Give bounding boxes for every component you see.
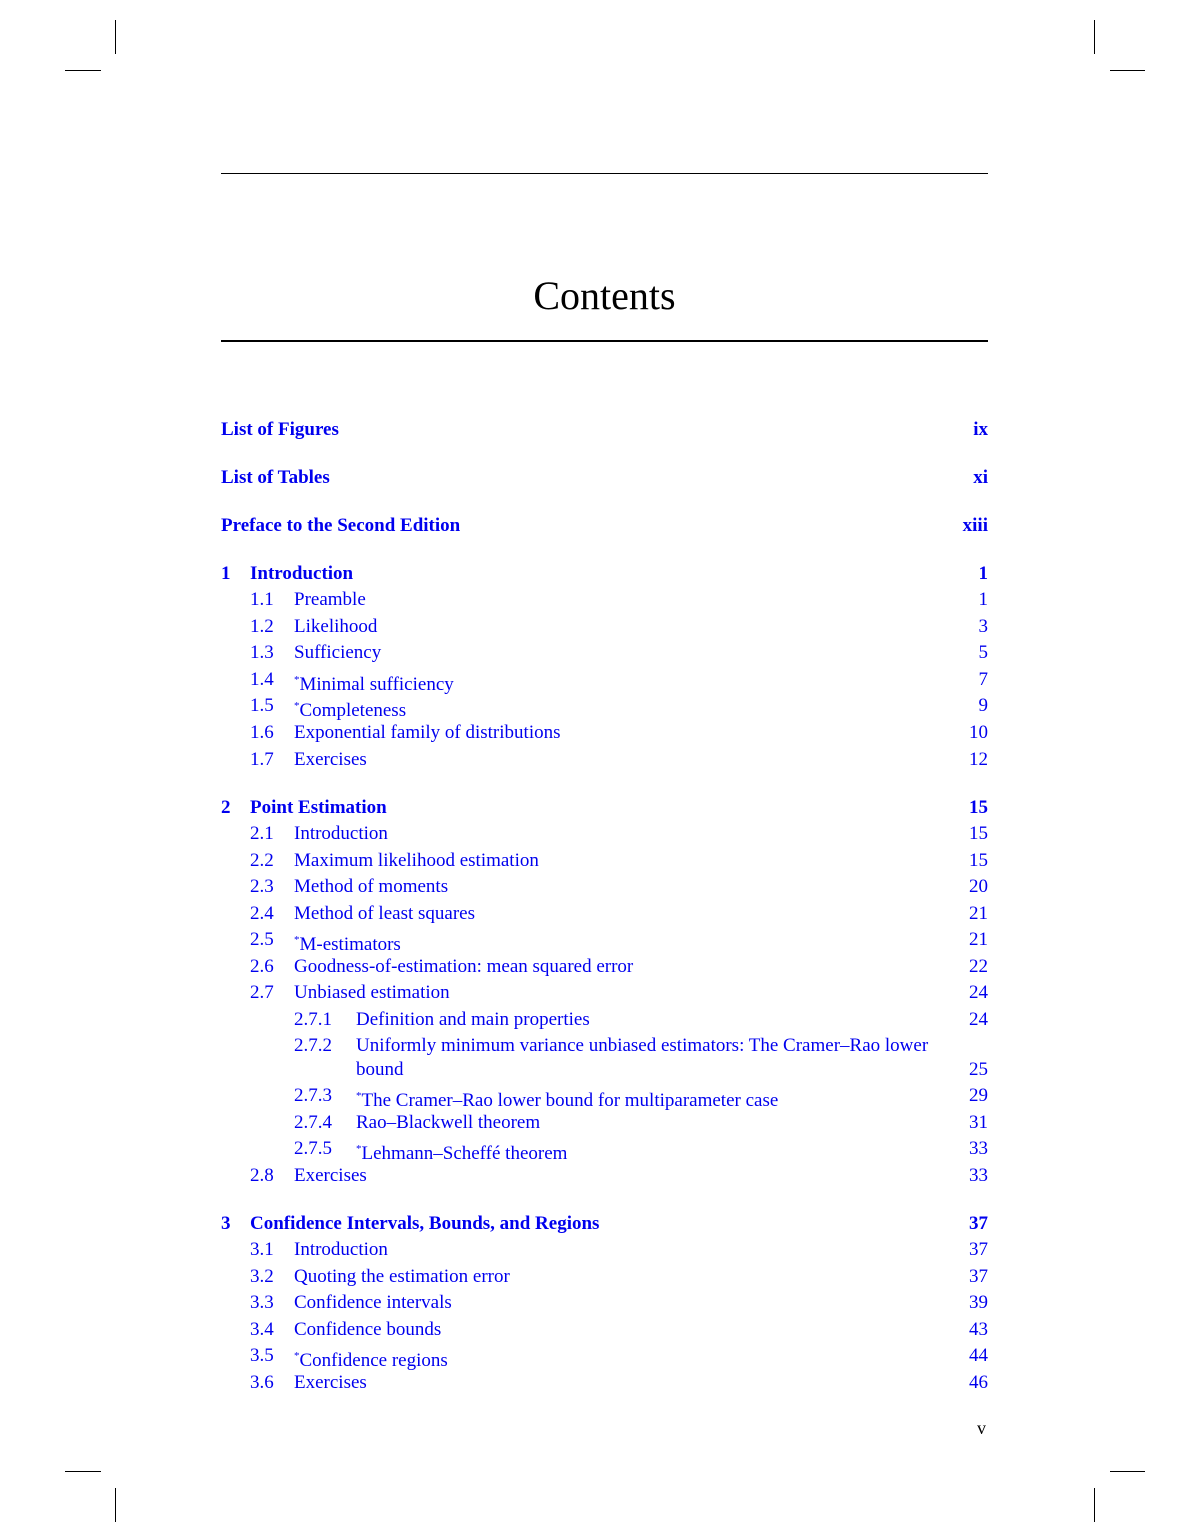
toc-subsection[interactable] [221, 1083, 988, 1109]
toc-entry-list-of-tables[interactable] [221, 465, 988, 491]
chapter-title: Confidence Intervals, Bounds, and Regions [250, 1213, 600, 1234]
crop-mark [1110, 1471, 1145, 1472]
section-number: 1.7 [250, 749, 274, 770]
toc-section[interactable] [221, 747, 988, 773]
toc-section[interactable] [221, 954, 988, 980]
section-number: 2.6 [250, 956, 274, 977]
toc-section[interactable] [221, 821, 988, 847]
section-number: 3.6 [250, 1372, 274, 1393]
crop-mark [1094, 20, 1095, 54]
toc-entry-page: xi [973, 467, 988, 488]
chapter-page: 1 [978, 563, 988, 584]
chapter-number: 3 [221, 1213, 231, 1234]
toc-section[interactable] [221, 874, 988, 900]
section-number: 2.3 [250, 876, 274, 897]
toc-section[interactable] [221, 614, 988, 640]
section-title: Exercises [294, 1372, 367, 1393]
section-title: Sufficiency [294, 642, 382, 663]
section-page: 10 [969, 722, 988, 743]
page-number: v [977, 1418, 986, 1438]
crop-mark [115, 1488, 116, 1522]
toc-chapter-1[interactable] [221, 561, 988, 587]
chapter-page: 37 [969, 1213, 988, 1234]
section-page: 39 [969, 1292, 988, 1313]
section-title: Preamble [294, 589, 366, 610]
optional-star: * [356, 1090, 362, 1102]
chapter-title: Introduction [250, 563, 354, 584]
toc-section[interactable] [221, 720, 988, 746]
section-page: 15 [969, 850, 988, 871]
subsection-number: 2.7.4 [294, 1112, 332, 1133]
optional-star: * [294, 700, 300, 712]
section-title: Minimal sufficiency [299, 674, 454, 695]
chapter-title: Point Estimation [250, 797, 387, 818]
section-page: 1 [978, 589, 988, 610]
optional-star: * [294, 934, 300, 946]
section-page: 3 [978, 616, 988, 637]
subsection-page: 31 [969, 1112, 988, 1133]
toc-entry-list-of-figures[interactable] [221, 417, 988, 443]
page-title: Contents [533, 273, 676, 318]
crop-mark [65, 1471, 101, 1472]
toc-section[interactable] [221, 1317, 988, 1343]
subsection-title-continued: bound [356, 1059, 404, 1080]
section-number: 1.3 [250, 642, 274, 663]
section-page: 37 [969, 1239, 988, 1260]
section-title: Exercises [294, 1165, 367, 1186]
section-page: 43 [969, 1319, 988, 1340]
section-title: Introduction [294, 823, 388, 844]
section-title: Likelihood [294, 616, 378, 637]
section-number: 2.4 [250, 903, 274, 924]
toc-section[interactable] [221, 667, 988, 693]
section-page: 46 [969, 1372, 988, 1393]
subsection-number: 2.7.2 [294, 1035, 332, 1056]
optional-star: * [294, 674, 300, 686]
toc-section[interactable] [221, 980, 988, 1006]
section-title: Goodness-of-estimation: mean squared error [294, 956, 634, 977]
section-title: Method of moments [294, 876, 449, 897]
section-number: 2.2 [250, 850, 274, 871]
toc-entry-title: List of Figures [221, 419, 339, 440]
subsection-title: Lehmann–Scheffé theorem [361, 1143, 568, 1164]
section-page: 44 [969, 1345, 988, 1366]
toc-section[interactable] [221, 927, 988, 953]
toc-section[interactable] [221, 848, 988, 874]
section-page: 9 [978, 695, 988, 716]
section-page: 37 [969, 1266, 988, 1287]
toc-subsection[interactable] [221, 1110, 988, 1136]
optional-star: * [356, 1143, 362, 1155]
section-title: Confidence regions [299, 1350, 448, 1371]
section-number: 1.4 [250, 669, 274, 690]
chapter-number: 1 [221, 563, 231, 584]
section-number: 1.5 [250, 695, 274, 716]
crop-mark [1110, 70, 1145, 71]
section-title: Introduction [294, 1239, 388, 1260]
toc-subsection[interactable] [221, 1033, 988, 1059]
toc-section[interactable] [221, 1290, 988, 1316]
section-title: Confidence bounds [294, 1319, 442, 1340]
subsection-page: 29 [969, 1085, 988, 1106]
section-number: 1.2 [250, 616, 274, 637]
subsection-page: 33 [969, 1138, 988, 1159]
subsection-title: Definition and main properties [356, 1009, 590, 1030]
section-page: 21 [969, 903, 988, 924]
section-number: 2.5 [250, 929, 274, 950]
section-title: M-estimators [299, 934, 401, 955]
toc-section[interactable] [221, 901, 988, 927]
table-of-contents [221, 0, 988, 1540]
section-number: 1.1 [250, 589, 274, 610]
section-page: 20 [969, 876, 988, 897]
subsection-page: 24 [969, 1009, 988, 1030]
section-number: 3.5 [250, 1345, 274, 1366]
section-number: 1.6 [250, 722, 274, 743]
section-title: Maximum likelihood estimation [294, 850, 539, 871]
section-number: 3.4 [250, 1319, 274, 1340]
toc-entry-page: xiii [962, 515, 988, 536]
toc-chapter-3[interactable] [221, 1211, 988, 1237]
subsection-title: The Cramer–Rao lower bound for multiparameter case [361, 1090, 779, 1111]
subsection-number: 2.7.1 [294, 1009, 332, 1030]
crop-mark [1094, 1488, 1095, 1522]
crop-mark [65, 70, 101, 71]
section-page: 22 [969, 956, 988, 977]
section-page: 5 [978, 642, 988, 663]
subsection-title: Uniformly minimum variance unbiased estimators: The Cramer–Rao lower [356, 1035, 929, 1056]
chapter-number: 2 [221, 797, 231, 818]
section-title: Method of least squares [294, 903, 475, 924]
section-page: 7 [978, 669, 988, 690]
toc-entry-title: List of Tables [221, 467, 330, 488]
section-title: Exercises [294, 749, 367, 770]
section-page: 21 [969, 929, 988, 950]
section-number: 3.3 [250, 1292, 274, 1313]
section-number: 2.1 [250, 823, 274, 844]
subsection-number: 2.7.5 [294, 1138, 332, 1159]
chapter-page: 15 [969, 797, 988, 818]
section-number: 3.1 [250, 1239, 274, 1260]
toc-subsection[interactable] [221, 1136, 988, 1162]
section-number: 3.2 [250, 1266, 274, 1287]
section-number: 2.8 [250, 1165, 274, 1186]
section-page: 24 [969, 982, 988, 1003]
toc-section[interactable] [221, 1163, 988, 1189]
optional-star: * [294, 1350, 300, 1362]
toc-section[interactable] [221, 1343, 988, 1369]
toc-section[interactable] [221, 1237, 988, 1263]
section-number: 2.7 [250, 982, 274, 1003]
section-title: Exponential family of distributions [294, 722, 561, 743]
toc-entry-preface[interactable] [221, 513, 988, 539]
crop-mark [115, 20, 116, 54]
toc-section[interactable] [221, 693, 988, 719]
toc-section[interactable] [221, 640, 988, 666]
section-title: Confidence intervals [294, 1292, 452, 1313]
section-page: 15 [969, 823, 988, 844]
toc-entry-page: ix [973, 419, 988, 440]
section-title: Unbiased estimation [294, 982, 450, 1003]
section-page: 12 [969, 749, 988, 770]
section-title: Completeness [299, 700, 407, 721]
subsection-title: Rao–Blackwell theorem [356, 1112, 541, 1133]
section-page: 33 [969, 1165, 988, 1186]
toc-section[interactable] [221, 1370, 988, 1396]
toc-subsection[interactable] [221, 1007, 988, 1033]
toc-section[interactable] [221, 587, 988, 613]
toc-subsection-continuation[interactable] [221, 1057, 988, 1083]
toc-chapter-2[interactable] [221, 795, 988, 821]
section-title: Quoting the estimation error [294, 1266, 510, 1287]
toc-section[interactable] [221, 1264, 988, 1290]
toc-entry-title: Preface to the Second Edition [221, 515, 461, 536]
subsection-number: 2.7.3 [294, 1085, 332, 1106]
subsection-page: 25 [969, 1059, 988, 1080]
